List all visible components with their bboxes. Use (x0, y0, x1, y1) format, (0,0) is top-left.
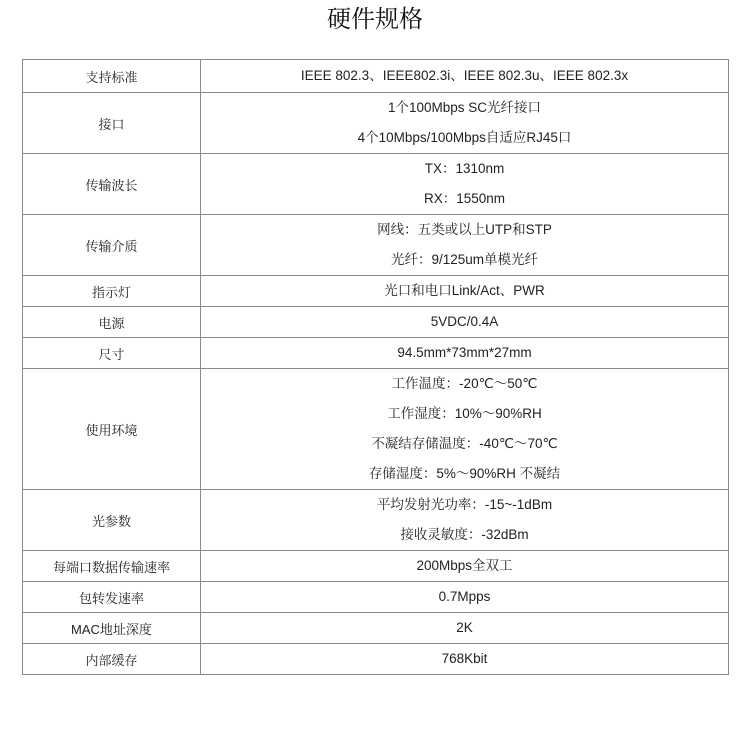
spec-label: 尺寸 (23, 338, 201, 369)
spec-value-cell (201, 369, 729, 490)
spec-value-cell (201, 613, 729, 644)
spec-label: MAC地址深度 (23, 613, 201, 644)
spec-value: 光纤：9/125um单模光纤 (390, 252, 539, 267)
page-title: 硬件规格 (327, 6, 423, 33)
spec-value: IEEE 802.3、IEEE802.3i、IEEE 802.3u、IEEE 802.3x (300, 68, 629, 83)
spec-value: 工作温度：-20℃～50℃ (391, 376, 538, 391)
spec-label: 每端口数据传输速率 (23, 551, 201, 582)
spec-label: 光参数 (23, 490, 201, 551)
spec-value: 接收灵敏度：-32dBm (400, 527, 529, 542)
spec-label: 包转发速率 (23, 582, 201, 613)
spec-row (23, 613, 729, 644)
spec-row (23, 276, 729, 307)
spec-label: 传输介质 (23, 215, 201, 276)
spec-label: 使用环境 (23, 369, 201, 490)
spec-value: 0.7Mpps (438, 589, 491, 604)
spec-value: 94.5mm*73mm*27mm (397, 345, 532, 360)
spec-value-cell (201, 490, 729, 551)
spec-value-cell (201, 551, 729, 582)
spec-label: 内部缓存 (23, 644, 201, 675)
spec-value: 不凝结存储温度：-40℃～70℃ (371, 436, 558, 451)
spec-value-cell (201, 154, 729, 215)
spec-row (23, 215, 729, 276)
spec-value-cell (201, 582, 729, 613)
spec-value: TX：1310nm (424, 161, 505, 176)
spec-table-body (23, 60, 729, 675)
spec-label: 指示灯 (23, 276, 201, 307)
spec-value-cell (201, 215, 729, 276)
spec-value: 平均发射光功率：-15~-1dBm (376, 497, 553, 512)
spec-row (23, 644, 729, 675)
spec-value-cell (201, 93, 729, 154)
spec-value-cell (201, 60, 729, 93)
spec-row (23, 490, 729, 551)
spec-value: 光口和电口Link/Act、PWR (384, 283, 545, 298)
spec-value: 2K (456, 620, 473, 635)
spec-value: 200Mbps全双工 (416, 558, 513, 573)
spec-row (23, 369, 729, 490)
spec-value: 768Kbit (441, 651, 488, 666)
spec-row (23, 154, 729, 215)
spec-value-cell (201, 307, 729, 338)
spec-label: 接口 (23, 93, 201, 154)
spec-row (23, 551, 729, 582)
spec-row (23, 60, 729, 93)
spec-row (23, 582, 729, 613)
hardware-spec-table (22, 59, 729, 675)
spec-label: 传输波长 (23, 154, 201, 215)
spec-row (23, 307, 729, 338)
spec-value: 存储湿度：5%～90%RH 不凝结 (368, 466, 561, 481)
spec-value-cell (201, 644, 729, 675)
spec-value: 网线：五类或以上UTP和STP (377, 222, 552, 237)
spec-value: 5VDC/0.4A (430, 314, 499, 329)
spec-value: 工作湿度：10%～90%RH (387, 406, 542, 421)
spec-label: 电源 (23, 307, 201, 338)
spec-row (23, 93, 729, 154)
spec-label: 支持标准 (23, 60, 201, 93)
spec-row (23, 338, 729, 369)
spec-value-cell (201, 276, 729, 307)
spec-value: 4个10Mbps/100Mbps自适应RJ45口 (357, 130, 572, 145)
spec-value-cell (201, 338, 729, 369)
spec-value: RX：1550nm (423, 191, 506, 206)
spec-value: 1个100Mbps SC光纤接口 (387, 100, 542, 115)
